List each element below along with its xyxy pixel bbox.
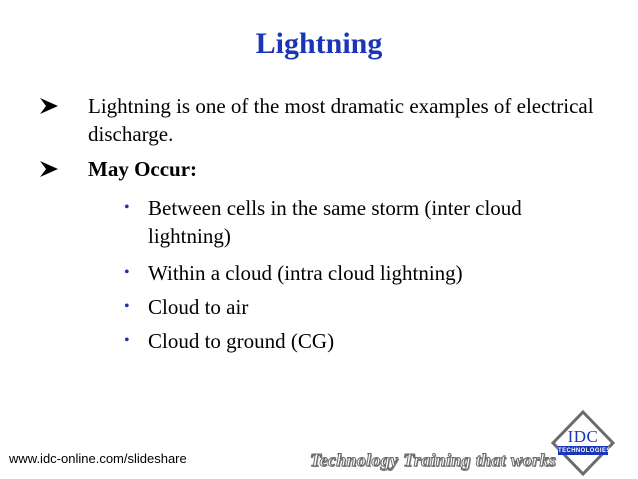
- footer-url-link[interactable]: www.idc-online.com/slideshare: [9, 451, 187, 466]
- sub-bullet-item: [124, 259, 604, 287]
- sub-bullet-text: Cloud to ground (CG): [148, 329, 335, 353]
- bullet-dot-icon: •: [124, 298, 130, 315]
- sub-bullet-text: Within a cloud (intra cloud lightning): [148, 261, 463, 285]
- bullet-dot-icon: •: [124, 332, 130, 349]
- sub-bullet-item: [124, 327, 604, 355]
- logo-sub-text: TECHNOLOGIES: [558, 448, 611, 454]
- logo-main-text: IDC: [567, 427, 599, 446]
- bullet-item: [38, 155, 618, 183]
- sub-bullet-item: [124, 194, 604, 250]
- bullet-dot-icon: •: [124, 264, 130, 281]
- bullet-dot-icon: •: [124, 199, 130, 216]
- bullet-item: [38, 92, 618, 148]
- sub-bullet-text: Cloud to air: [148, 295, 249, 319]
- bullet-text: May Occur:: [88, 157, 198, 181]
- arrow-bullet-icon: [38, 92, 62, 120]
- sub-bullet-item: [124, 293, 604, 321]
- footer-tagline: Technology Training that works: [310, 450, 557, 470]
- arrow-bullet-icon: [38, 155, 62, 183]
- slide-title: Lightning: [255, 27, 383, 60]
- bullet-text: Lightning is one of the most dramatic examples of electrical discharge.: [88, 94, 594, 146]
- sub-bullet-text: Between cells in the same storm (inter cloud lightning): [148, 196, 522, 248]
